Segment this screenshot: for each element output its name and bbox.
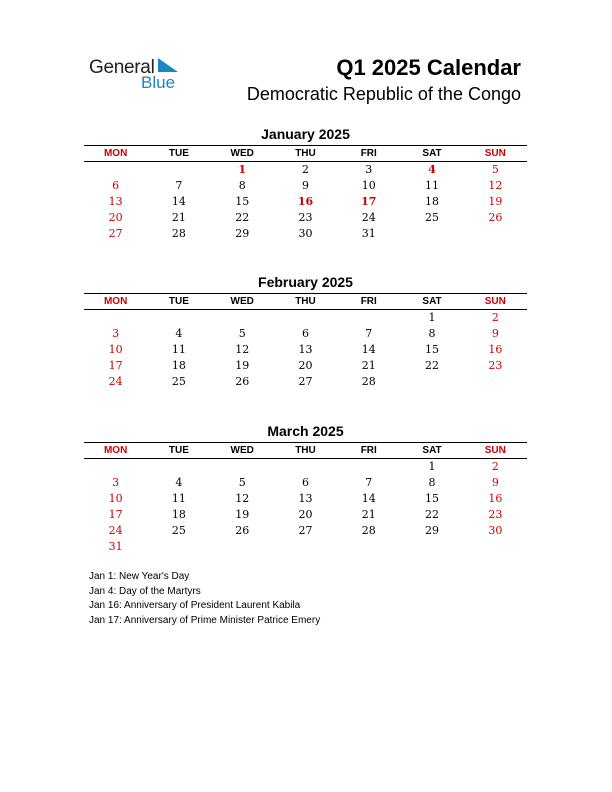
day-cell: 26 xyxy=(235,524,250,537)
logo-triangle-icon xyxy=(158,58,178,72)
weekday-header: MON xyxy=(103,445,128,456)
week-row xyxy=(84,539,527,555)
week-row xyxy=(84,310,527,326)
weekday-header: SAT xyxy=(422,148,442,159)
week-row xyxy=(84,475,527,491)
day-cell: 19 xyxy=(235,359,250,372)
day-cell: 14 xyxy=(171,195,186,208)
day-cell: 16 xyxy=(297,195,314,208)
day-cell: 20 xyxy=(298,359,313,372)
day-cell: 6 xyxy=(301,476,309,489)
day-cell: 3 xyxy=(112,476,120,489)
weekday-header: MON xyxy=(103,148,128,159)
day-cell: 10 xyxy=(108,492,123,505)
day-cell: 4 xyxy=(175,476,183,489)
weekday-header: SUN xyxy=(484,148,506,159)
day-cell: 31 xyxy=(108,540,123,553)
weekday-header: THU xyxy=(295,296,316,307)
day-cell: 1 xyxy=(238,163,247,176)
day-cell: 9 xyxy=(301,179,309,192)
day-cell: 18 xyxy=(425,195,440,208)
weekday-header: FRI xyxy=(360,445,377,456)
empty-day-cell xyxy=(147,539,210,555)
day-cell: 11 xyxy=(425,179,440,192)
week-row xyxy=(84,358,527,374)
day-cell: 13 xyxy=(298,492,313,505)
holiday-note: Jan 16: Anniversary of President Laurent Kabila xyxy=(89,600,301,611)
weekday-header-row xyxy=(84,145,527,162)
day-cell: 24 xyxy=(108,524,123,537)
month-title: January 2025 xyxy=(261,126,350,142)
day-cell: 23 xyxy=(298,211,313,224)
week-row xyxy=(84,178,527,194)
day-cell: 5 xyxy=(491,163,499,176)
day-cell: 23 xyxy=(488,508,503,521)
day-cell: 5 xyxy=(238,327,246,340)
holiday-note: Jan 4: Day of the Martyrs xyxy=(89,585,201,597)
empty-day-cell xyxy=(211,310,274,326)
day-cell: 8 xyxy=(428,327,436,340)
day-cell: 27 xyxy=(108,227,123,240)
day-cell: 17 xyxy=(361,195,377,208)
empty-day-cell xyxy=(211,539,274,555)
day-cell: 2 xyxy=(491,311,499,324)
empty-day-cell xyxy=(400,539,463,555)
week-row xyxy=(84,523,527,539)
day-cell: 16 xyxy=(488,492,503,505)
day-cell: 7 xyxy=(365,327,373,340)
empty-day-cell xyxy=(84,310,147,326)
empty-day-cell xyxy=(464,226,527,242)
day-cell: 28 xyxy=(171,227,186,240)
day-cell: 21 xyxy=(361,508,376,521)
empty-day-cell xyxy=(337,539,400,555)
day-cell: 4 xyxy=(428,163,436,176)
holiday-list xyxy=(89,570,320,628)
day-cell: 26 xyxy=(488,211,503,224)
logo-word-blue: Blue xyxy=(141,73,176,92)
weekday-header: WED xyxy=(230,148,254,159)
day-cell: 26 xyxy=(235,375,250,388)
day-cell: 28 xyxy=(361,375,376,388)
day-cell: 15 xyxy=(235,195,250,208)
empty-day-cell xyxy=(147,459,210,475)
day-cell: 21 xyxy=(171,211,186,224)
empty-day-cell xyxy=(464,539,527,555)
empty-day-cell xyxy=(337,310,400,326)
logo-word-general: General xyxy=(89,57,155,78)
empty-day-cell xyxy=(147,162,210,178)
month-january xyxy=(84,125,527,242)
holiday-note: Jan 17: Anniversary of Prime Minister Patrice Emery xyxy=(89,614,321,626)
week-row xyxy=(84,491,527,507)
day-cell: 22 xyxy=(235,211,250,224)
holiday-note: Jan 1: New Year's Day xyxy=(89,571,190,582)
day-cell: 12 xyxy=(235,343,250,356)
day-cell: 28 xyxy=(361,524,376,537)
day-cell: 18 xyxy=(171,508,186,521)
day-cell: 6 xyxy=(112,179,120,192)
day-cell: 13 xyxy=(108,195,123,208)
day-cell: 2 xyxy=(491,460,499,473)
day-cell: 1 xyxy=(428,460,436,473)
week-row xyxy=(84,374,527,390)
page-title: Q1 2025 Calendar xyxy=(336,55,521,80)
weekday-header-row xyxy=(84,442,527,459)
weekday-header: TUE xyxy=(168,445,189,456)
day-cell: 24 xyxy=(108,375,123,388)
month-march xyxy=(84,422,527,555)
week-row xyxy=(84,326,527,342)
weekday-header: WED xyxy=(230,445,254,456)
day-cell: 21 xyxy=(361,359,376,372)
day-cell: 30 xyxy=(488,524,503,537)
day-cell: 12 xyxy=(235,492,250,505)
month-title: February 2025 xyxy=(258,274,353,290)
month-february xyxy=(84,273,527,390)
empty-day-cell xyxy=(274,310,337,326)
day-cell: 20 xyxy=(298,508,313,521)
day-cell: 14 xyxy=(361,343,376,356)
day-cell: 23 xyxy=(488,359,503,372)
weekday-header: TUE xyxy=(168,296,189,307)
day-cell: 5 xyxy=(238,476,246,489)
day-cell: 8 xyxy=(238,179,246,192)
day-cell: 29 xyxy=(235,227,250,240)
day-cell: 22 xyxy=(425,359,440,372)
day-cell: 15 xyxy=(425,343,440,356)
day-cell: 29 xyxy=(425,524,440,537)
day-cell: 10 xyxy=(361,179,376,192)
empty-day-cell xyxy=(84,162,147,178)
day-cell: 13 xyxy=(298,343,313,356)
weekday-header: SAT xyxy=(422,445,442,456)
weekday-header: MON xyxy=(103,296,128,307)
day-cell: 4 xyxy=(175,327,183,340)
weekday-header: FRI xyxy=(360,296,377,307)
month-title: March 2025 xyxy=(267,423,344,439)
empty-day-cell xyxy=(211,459,274,475)
weekday-header: TUE xyxy=(168,148,189,159)
day-cell: 7 xyxy=(175,179,183,192)
day-cell: 30 xyxy=(298,227,313,240)
day-cell: 27 xyxy=(298,524,313,537)
empty-day-cell xyxy=(337,459,400,475)
day-cell: 19 xyxy=(488,195,503,208)
day-cell: 22 xyxy=(425,508,440,521)
day-cell: 24 xyxy=(361,211,376,224)
day-cell: 14 xyxy=(361,492,376,505)
day-cell: 11 xyxy=(171,343,186,356)
weekday-header: SUN xyxy=(484,445,506,456)
generalblue-logo xyxy=(89,56,189,92)
empty-day-cell xyxy=(274,539,337,555)
day-cell: 10 xyxy=(108,343,123,356)
weekday-header: THU xyxy=(295,148,316,159)
week-row xyxy=(84,194,527,210)
weekday-header-row xyxy=(84,293,527,310)
day-cell: 6 xyxy=(301,327,309,340)
day-cell: 27 xyxy=(298,375,313,388)
weekday-header: WED xyxy=(230,296,254,307)
day-cell: 3 xyxy=(365,163,373,176)
day-cell: 16 xyxy=(488,343,503,356)
empty-day-cell xyxy=(147,310,210,326)
empty-day-cell xyxy=(400,226,463,242)
day-cell: 8 xyxy=(428,476,436,489)
week-row xyxy=(84,226,527,242)
weekday-header: THU xyxy=(295,445,316,456)
week-row xyxy=(84,507,527,523)
day-cell: 3 xyxy=(112,327,120,340)
day-cell: 19 xyxy=(235,508,250,521)
week-row xyxy=(84,162,527,178)
empty-day-cell xyxy=(400,374,463,390)
week-row xyxy=(84,459,527,475)
empty-day-cell xyxy=(274,459,337,475)
day-cell: 25 xyxy=(171,375,186,388)
day-cell: 11 xyxy=(171,492,186,505)
weekday-header: SUN xyxy=(484,296,506,307)
day-cell: 12 xyxy=(488,179,503,192)
day-cell: 20 xyxy=(108,211,123,224)
week-row xyxy=(84,342,527,358)
day-cell: 25 xyxy=(425,211,440,224)
day-cell: 17 xyxy=(108,359,123,372)
weekday-header: SAT xyxy=(422,296,442,307)
day-cell: 1 xyxy=(428,311,436,324)
day-cell: 7 xyxy=(365,476,373,489)
day-cell: 2 xyxy=(301,163,309,176)
page-subtitle: Democratic Republic of the Congo xyxy=(246,84,521,104)
day-cell: 9 xyxy=(491,476,499,489)
day-cell: 18 xyxy=(171,359,186,372)
day-cell: 25 xyxy=(171,524,186,537)
weekday-header: FRI xyxy=(360,148,377,159)
week-row xyxy=(84,210,527,226)
empty-day-cell xyxy=(464,374,527,390)
day-cell: 9 xyxy=(491,327,499,340)
day-cell: 31 xyxy=(361,227,376,240)
day-cell: 15 xyxy=(425,492,440,505)
day-cell: 17 xyxy=(108,508,123,521)
empty-day-cell xyxy=(84,459,147,475)
